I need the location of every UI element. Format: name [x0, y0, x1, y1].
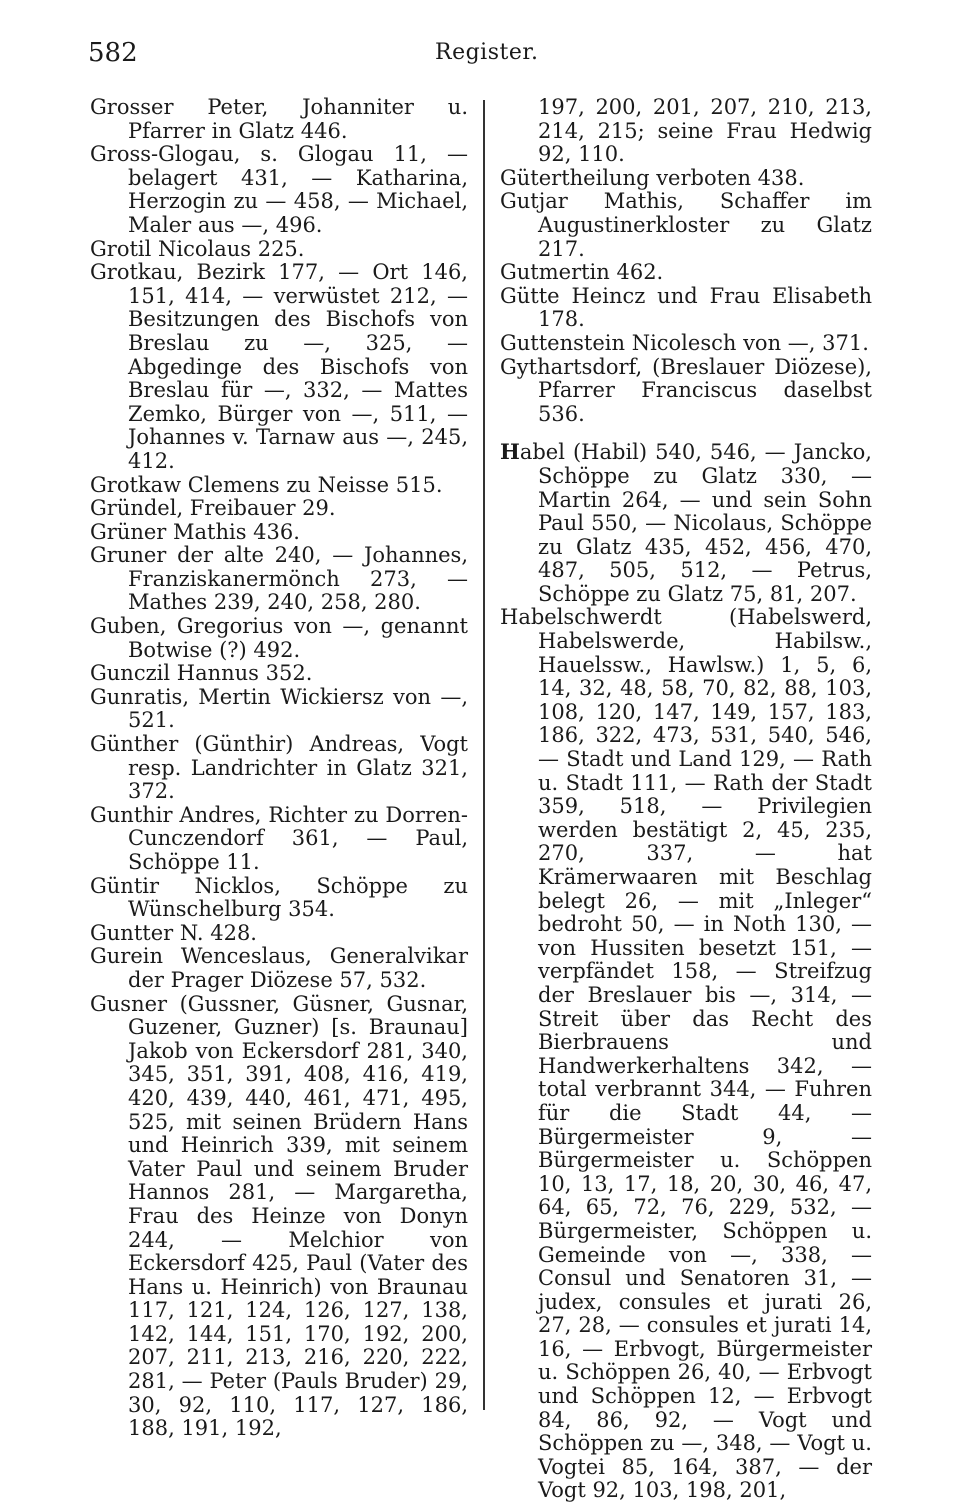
index-entry: Gutjar Mathis, Schaffer im Augustinerkloster zu Glatz 217.: [500, 189, 872, 261]
index-entry: Gruner der alte 240, — Johannes, Franziskanermönch 273, — Mathes 239, 240, 258, 280.: [90, 543, 468, 615]
index-entry: Gunczil Hannus 352.: [90, 661, 313, 686]
running-head: Register.: [435, 40, 539, 65]
index-entry: Grotil Nicolaus 225.: [90, 236, 305, 261]
index-entry: Gunthir Andres, Richter zu Dorren-Cunczendorf 361, — Paul, Schöppe 11.: [90, 802, 468, 874]
index-entry: Güntir Nicklos, Schöppe zu Wünschelburg 354.: [90, 873, 468, 922]
page-header: [88, 38, 870, 78]
index-entry: Gusner (Gussner, Güsner, Gusnar, Guzener, Guzner) [s. Braunau] Jakob von Eckersdorf 281, 340, 345, 351, 391, 408, 416, 419, 420, 439, 440, 461, 471, 495, 525, mit seinen Brüdern Hans und Heinrich 339, mit seinem Vater Paul und seinem Bruder Hannos 281, — Margaretha, Frau des Heinze von Donyn 244, — Melchior von Eckersdorf 425, Paul (Vater des Hans u. Heinrich) von Braunau 117, 121, 124, 126, 127, 138, 142, 144, 151, 170, 192, 200, 207, 211, 213, 216, 220, 222, 281, — Peter (Pauls Bruder) 29, 30, 92, 110, 117, 127, 186, 188, 191, 192,: [90, 991, 468, 1441]
index-entry: Gurein Wenceslaus, Generalvikar der Prager Diözese 57, 532.: [90, 944, 468, 992]
entry-text: abel (Habil) 540, 546, — Jancko, Schöppe zu Glatz 330, — Martin 264, — und sein Sohn Paul 550, — Nicolaus, Schöppe zu Glatz 435, 452, 456, 470, 487, 505, 512, — Petrus, Schöppe zu Glatz 75, 81, 207.: [519, 440, 872, 606]
index-entry: Gythartsdorf, (Breslauer Diözese), Pfarrer Franciscus daselbst 536.: [500, 354, 872, 426]
index-entry: Günther (Günthir) Andreas, Vogt resp. Landrichter in Glatz 321, 372.: [90, 732, 468, 804]
index-entry: Gütertheilung verboten 438.: [500, 165, 805, 190]
right-column: [500, 96, 872, 1503]
continued-entry: 197, 200, 201, 207, 210, 213, 214, 215; seine Frau Hedwig 92, 110.: [538, 95, 872, 167]
index-entry: Grüner Mathis 436.: [90, 519, 300, 544]
column-divider: [483, 100, 485, 1410]
index-entry: Gross-Glogau, s. Glogau 11, — belagert 431, — Katharina, Herzogin zu — 458, — Michael, Maler aus —, 496.: [90, 142, 468, 237]
page-number: 582: [88, 38, 138, 68]
index-entry: Guttenstein Nicolesch von —, 371.: [500, 330, 869, 355]
index-entry: Grosser Peter, Johanniter u. Pfarrer in Glatz 446.: [90, 95, 468, 143]
index-entry-habelschwerdt: Habelschwerdt (Habelswerd, Habelswerde, Habilsw., Hauelssw., Hawlsw.) 1, 5, 6, 14, 32, 48, 58, 70, 82, 88, 103, 108, 120, 147, 149, 157, 183, 186, 322, 473, 531, 540, 546, — Stadt und Land 129, — Rath u. Stadt 111, — Rath der Stadt 359, 518, — Privilegien werden bestätigt 2, 45, 235, 270, 337, — hat Krämerwaaren mit Beschlag belegt 26, — mit „Inleger“ bedroht 50, — in Noth 130, — von Hussiten besetzt 151, — verpfändet 158, — Streifzug der Breslauer bis —, 314, — Streit über das Recht des Bierbrauens und Handwerkerhaltens 342, — total verbrannt 344, — Fuhren für die Stadt 44, — Bürgermeister 9, — Bürgermeister u. Schöppen 10, 13, 17, 18, 20, 30, 46, 47, 64, 65, 72, 76, 229, 532, — Bürgermeister, Schöppen u. Gemeinde von —, 338, — Consul und Senatoren 31, — judex, consules et jurati 26, 27, 28, — consules et jurati 14, 16, — Erbvogt, Bürgermeister u. Schöppen 26, 40, — Erbvogt und Schöppen 12, — Erbvogt 84, 86, 92, — Vogt und Schöppen zu —, 348, — Vogt u. Vogtei 85, 164, 387, — der Vogt 92, 103, 198, 201,: [500, 605, 872, 1503]
index-entry: Guben, Gregorius von —, genannt Botwise (?) 492.: [90, 614, 468, 662]
index-entry: Guntter N. 428.: [90, 920, 257, 945]
index-entry: Gunratis, Mertin Wickiersz von —, 521.: [90, 684, 468, 733]
section-initial: H: [500, 439, 520, 465]
index-entry: Grotkau, Bezirk 177, — Ort 146, 151, 414, — verwüstet 212, — Besitzungen des Bischofs von Breslau zu —, 325, — Abgedinge des Bischofs von Breslau für —, 332, — Mattes Zemko, Bürger von —, 511, — Johannes v. Tarnaw aus —, 245, 412.: [90, 260, 468, 473]
index-entry: Gütte Heincz und Frau Elisabeth 178.: [500, 283, 872, 332]
section-h-first-entry: [500, 440, 872, 606]
index-entry: Gründel, Freibauer 29.: [90, 496, 336, 521]
index-entry: Gutmertin 462.: [500, 260, 664, 285]
left-column: [90, 96, 468, 1441]
index-entry: Grotkaw Clemens zu Neisse 515.: [90, 472, 443, 497]
